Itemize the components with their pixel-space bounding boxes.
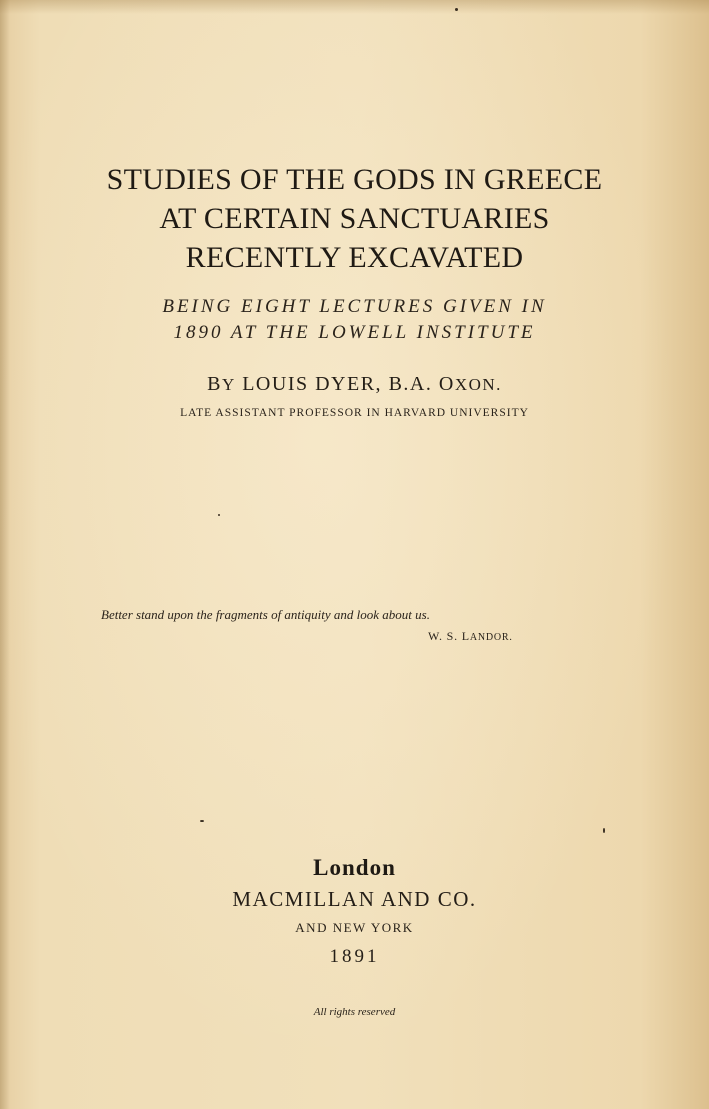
publication-year: 1891 [329, 946, 380, 967]
by-rest: Y [221, 375, 236, 394]
author-line [0, 373, 709, 396]
epigraph-quote: Better stand upon the fragments of antiquity and look about us. [101, 607, 430, 622]
by-initial: B [207, 373, 222, 395]
ink-speck [200, 820, 204, 822]
ink-speck [455, 8, 458, 11]
book-title-line-3: RECENTLY EXCAVATED [185, 241, 524, 274]
epigraph-attribution [428, 629, 513, 644]
ink-speck [218, 514, 220, 516]
rights-notice: All rights reserved [313, 1006, 396, 1018]
subtitle-line-2: 1890 AT THE LOWELL INSTITUTE [173, 322, 536, 343]
page-edge-shadow-top [0, 0, 709, 14]
attribution-rest: ANDOR. [469, 632, 513, 643]
college-rest: XON. [454, 375, 502, 394]
publisher-name: MACMILLAN AND CO. [232, 887, 477, 911]
imprint-city: London [313, 855, 396, 880]
book-title-line-2: AT CERTAIN SANCTUARIES [159, 202, 550, 235]
publisher-other-city: AND NEW YORK [295, 920, 414, 935]
subtitle-line-1: BEING EIGHT LECTURES GIVEN IN [162, 296, 547, 317]
college-initial: O [438, 373, 455, 395]
ink-speck [603, 828, 605, 833]
attribution-initials: W. S. L [428, 629, 470, 643]
author-affiliation: LATE ASSISTANT PROFESSOR IN HARVARD UNIVERSITY [180, 407, 529, 419]
book-title-line-1: STUDIES OF THE GODS IN GREECE [106, 163, 603, 196]
author-degree: B.A. [388, 373, 433, 395]
author-name: LOUIS DYER, [242, 373, 383, 395]
